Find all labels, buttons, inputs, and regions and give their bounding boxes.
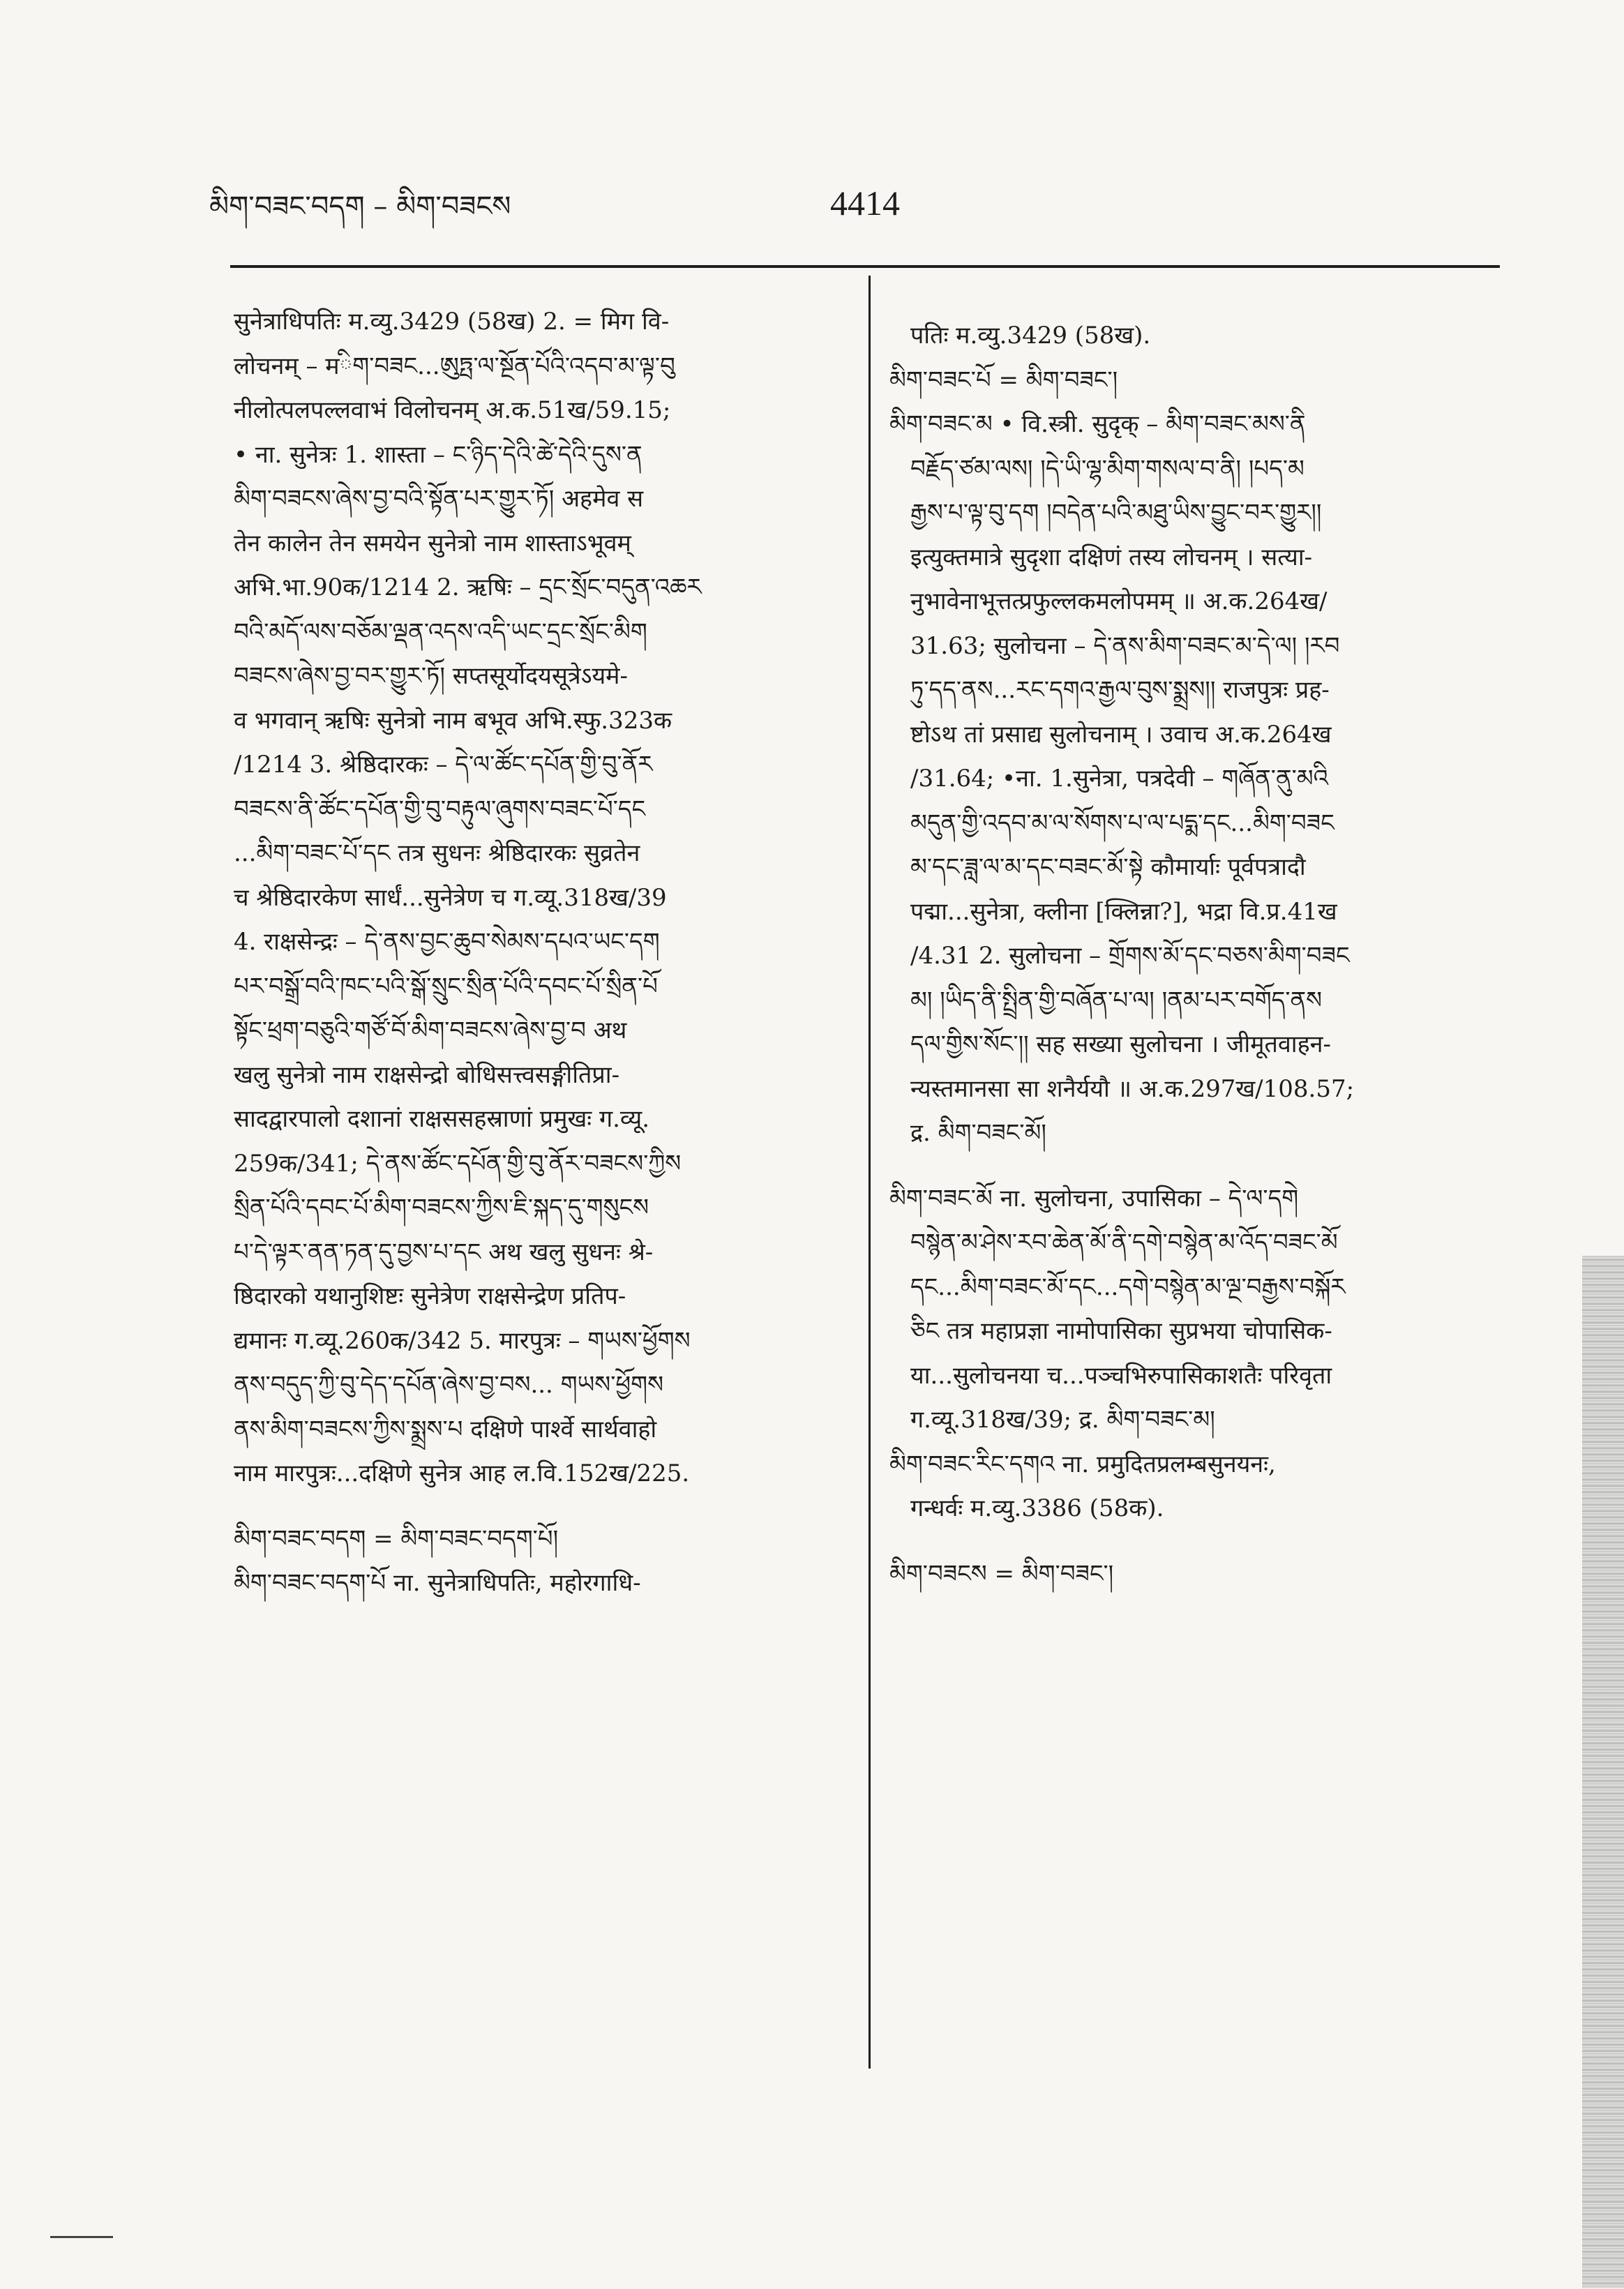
text-line: བསྙེན་མ་ཤེས་རབ་ཆེན་མོ་ནི་དགེ་བསྙེན་མ་འོད་བཟང་མོ: [910, 1229, 1338, 1256]
text-line: द्यमानः ग.व्यू.260क/342 5. मारपुत्रः – གཡས་ཕྱོགས: [234, 1326, 691, 1355]
text-line: च श्रेष्ठिदारकेण सार्धं...सुनेत्रेण च ग.व्यू.318ख/39: [234, 883, 667, 912]
text-line: ष्ठिदारको यथानुशिष्टः सुनेत्रेण राक्षसेन्द्रेण प्रतिप-: [234, 1282, 626, 1310]
text-line: པ་དེ་ལྟར་ནན་ཏན་དུ་བྱས་པ་དང अथ खलु सुधनः श्रे-: [234, 1238, 654, 1266]
text-line: མ་དང་ཟླ་ལ་མ་དང་བཟང་མོ་སྟེ कौमार्याः पूर्वपत्रादौ: [910, 853, 1306, 881]
text-line: ནས་བདུད་ཀྱི་བུ་དེད་དཔོན་ཞེས་བྱ་བས... གཡས་ཕྱོགས: [234, 1371, 664, 1399]
entry-headword: མིག་བཟང་མ • वि.स्त्री. सुदृक् – མིག་བཟང་མས་ནི: [889, 410, 1306, 438]
text-line: 259क/341; དེ་ནས་ཚོང་དཔོན་གྱི་བུ་ནོར་བཟངས་ཀྱིས: [234, 1149, 682, 1178]
text-line: /31.64; •ना. 1.सुनेत्रा, पत्रदेवी – གཞོན་ནུ་མའི: [910, 765, 1328, 793]
text-line: द्र. མིག་བཟང་མོ།: [910, 1119, 1046, 1147]
text-line: ཏུ་དད་ནས...རང་དགའ་རྒྱལ་བུས་སྨྲས།། राजपुत्रः प्रह-: [910, 676, 1330, 704]
text-line: पतिः म.व्यु.3429 (58ख).: [910, 322, 1151, 350]
entry-headword: མིག་བཟང་བདག = མིག་བཟང་བདག་པོ།: [234, 1524, 559, 1553]
page-number: 4414: [830, 183, 900, 223]
text-line: དལ་གྱིས་སོང་།། सह सख्या सुलोचना । जीमूतवाहन-: [910, 1030, 1331, 1058]
text-line: पद्मा...सुनेत्रा, क्लीना [क्लिन्ना?], भद्रा वि.प्र.41ख: [910, 897, 1337, 926]
entry-headword: མིག་བཟང་པོ = མིག་བཟང་།: [889, 366, 1118, 394]
entry-headword: མིག་བཟང་མོ ना. सुलोचना, उपासिका – དེ་ལ་དགེ: [889, 1184, 1299, 1213]
text-line: བརྗོད་ཙམ་ལས། །དེ་ཡི་ལྷ་མིག་གསལ་བ་ནི། །པད་མ: [910, 454, 1305, 483]
text-line: ष्टोऽथ तां प्रसाद्य सुलोचनाम् । उवाच अ.क.264ख: [910, 720, 1332, 749]
text-line: སྟོང་ཕྲག་བཅུའི་གཙོ་བོ་མིག་བཟངས་ཞེས་བྱ་བ अथ: [234, 1016, 627, 1044]
text-line: 31.63; सुलोचना – དེ་ནས་མིག་བཟང་མ་དེ་ལ། །རབ: [910, 631, 1340, 660]
scan-margin-mark: [50, 2236, 113, 2238]
text-line: བཟངས་ཞེས་བྱ་བར་གྱུར་ཏོ། सप्तसूर्योदयसूत्रेऽयमे-: [234, 662, 629, 690]
text-line: नाम मारपुत्रः...दक्षिणे सुनेत्र आह ल.वि.152ख/225.: [234, 1459, 690, 1487]
text-line: རྒྱས་པ་ལྟ་བུ་དག །བདེན་པའི་མཐུ་ཡིས་བྱུང་བར་གྱུར།།: [910, 499, 1322, 527]
text-line: सादद्वारपालो दशानां राक्षससहस्राणां प्रमुखः ग.व्यू.: [234, 1105, 650, 1133]
entry-headword: མིག་བཟང་རིང་དགའ ना. प्रमुदितप्रलम्बसुनयनः,: [889, 1450, 1276, 1478]
text-line: नीलोत्पलपल्लवाभं विलोचनम् अ.क.51ख/59.15;: [234, 396, 671, 424]
text-line: ནས་མིག་བཟངས་ཀྱིས་སྨྲས་པ दक्षिणे पार्श्वे सार्थवाहो: [234, 1415, 657, 1443]
text-line: नुभावेनाभूत्तत्प्रफुल्लकमलोपमम् ॥ अ.क.264ख/: [910, 587, 1328, 615]
text-line: अभि.भा.90क/1214 2. ऋषिः – དྲང་སྲོང་བདུན་འཆར: [234, 573, 702, 601]
scan-edge-shadow: [1582, 1256, 1624, 2288]
text-line: སྲིན་པོའི་དབང་པོ་མིག་བཟངས་ཀྱིས་ཇི་སྐད་དུ་གསུངས: [234, 1194, 649, 1222]
text-line: ग.व्यू.318ख/39; द्र. མིག་བཟང་མ།: [910, 1406, 1215, 1434]
text-line: མ། །ཡིད་ནི་སྤྲིན་གྱི་བཞོན་པ་ལ། །ནམ་པར་བགོད་ནས: [910, 986, 1323, 1014]
text-line: • ना. सुनेत्रः 1. शास्ता – ང་ཉིད་དེའི་ཚེ་དེའི་དུས་ན: [234, 440, 642, 469]
left-column: [234, 300, 848, 1606]
text-line: या...सुलोचनया च...पञ्चभिरुपासिकाशतैः परिवृता: [910, 1361, 1332, 1390]
entry-headword: མིག་བཟང་བདག་པོ ना. सुनेत्राधिपतिः, महोरगाधि-: [234, 1569, 641, 1597]
text-line: /1214 3. श्रेष्ठिदारकः – དེ་ལ་ཚོང་དཔོན་གྱི་བུ་ནོར: [234, 751, 653, 779]
text-line: /4.31 2. सुलोचना – གྲོགས་མོ་དང་བཅས་མིག་བཟང: [910, 942, 1350, 970]
text-line: तेन कालेन तेन समयेन सुनेत्रो नाम शास्ताऽभूवम्: [234, 529, 631, 557]
text-line: ཅིང तत्र महाप्रज्ञा नामोपासिका सुप्रभया चोपासिक-: [910, 1317, 1332, 1345]
text-line: དང...མིག་བཟང་མོ་དང...དགེ་བསྙེན་མ་ལྔ་བརྒྱས་བསྐོར: [910, 1273, 1346, 1301]
text-line: इत्युक्तमात्रे सुदृशा दक्षिणं तस्य लोचनम् । सत्या-: [910, 543, 1313, 571]
entry-headword: མིག་བཟངས = མིག་བཟང་།: [889, 1559, 1114, 1588]
column-divider: [869, 276, 871, 2069]
header-rule: [230, 265, 1500, 268]
header-headwords: མིག་བཟང་བདག – མིག་བཟངས: [209, 190, 511, 223]
text-line: བའི་མདོ་ལས་བཅོམ་ལྡན་འདས་འདི་ཡང་དྲང་སྲོང་མིག: [234, 617, 647, 646]
text-line: བཟངས་ནི་ཚོང་དཔོན་གྱི་བུ་བརྟུལ་ཞུགས་བཟང་པོ་དང: [234, 795, 646, 823]
text-line: न्यस्तमानसा सा शनैर्ययौ ॥ अ.क.297ख/108.57;: [910, 1074, 1355, 1103]
text-line: लोचनम् – मིག་བཟང...ཨུཏྤ་ལ་སྔོན་པོའི་འདབ་མ་ལྟ་བུ: [234, 352, 675, 380]
text-line: པར་བསྒྲོ་བའི་ཁང་པའི་སྒོ་སྲུང་སྲིན་པོའི་དབང་པོ་སྲིན་པོ: [234, 972, 658, 1000]
text-line: ...མིག་བཟང་པོ་དང तत्र सुधनः श्रेष्ठिदारकः सुव्रतेन: [234, 839, 640, 867]
text-line: खलु सुनेत्रो नाम राक्षसेन्द्रो बोधिसत्त्वसङ्गीतिप्रा-: [234, 1060, 620, 1089]
text-line: व भगवान् ऋषिः सुनेत्रो नाम बभूव अभि.स्फु.323क: [234, 706, 672, 735]
right-column: [889, 314, 1503, 1596]
text-line: མདུན་གྱི་འདབ་མ་ལ་སོགས་པ་ལ་པདྨ་དང...མིག་བཟང: [910, 809, 1334, 837]
text-line: सुनेत्राधिपतिः म.व्यु.3429 (58ख) 2. = मिग वि-: [234, 308, 670, 336]
text-line: 4. राक्षसेन्द्रः – དེ་ནས་བྱང་ཆུབ་སེམས་དཔའ་ཡང་དག: [234, 928, 660, 956]
text-line: མིག་བཟངས་ཞེས་བྱ་བའི་སྟོན་པར་གྱུར་ཏོ། अहमेव स: [234, 485, 644, 513]
text-line: गन्धर्वः म.व्यु.3386 (58क).: [910, 1494, 1164, 1522]
